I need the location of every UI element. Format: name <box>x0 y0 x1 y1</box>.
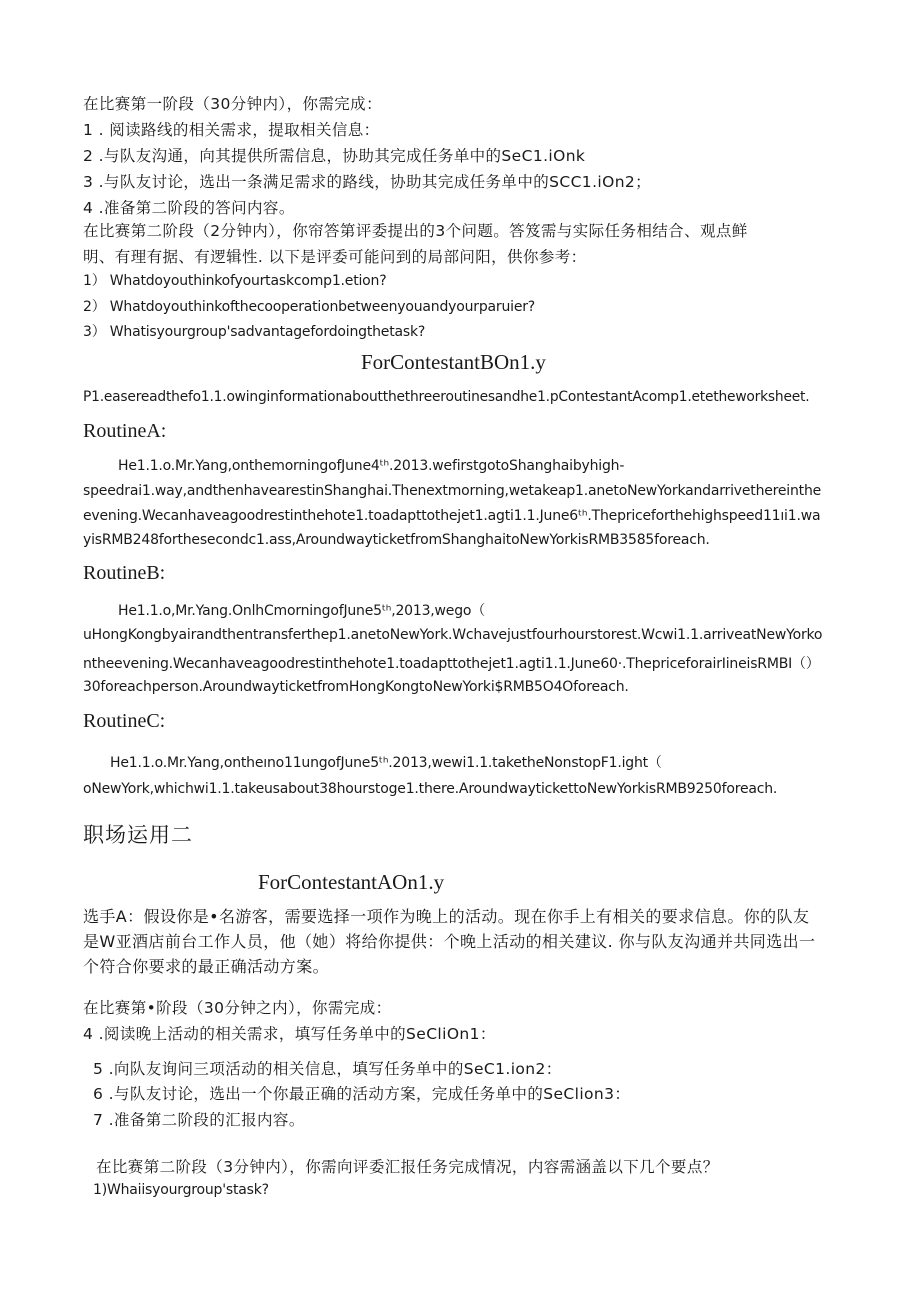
routine-a-title: RoutineA: <box>83 420 167 442</box>
routine-b-text: uHongKongbyairandthentransferthep1.anetoNewYork.Wchavejustfourhourstorest.Wcwi1.1.arriveatNewYorko <box>83 627 823 643</box>
routine-c-text: oNewYork,whichwi1.1.takeusabout38hourstoge1.there.AroundwaytickettoNewYorkisRMB9250foreach. <box>83 781 778 797</box>
task-item: 4 .阅读晚上活动的相关需求，填写任务单中的SeCliOn1： <box>83 1025 496 1043</box>
task-item: 1 . 阅读路线的相关需求，提取相关信息： <box>83 121 380 139</box>
intro-text: 选手A：假设你是•名游客，需要选择一项作为晚上的活动。现在你手上有相关的要求信息。你的队友 <box>83 907 810 926</box>
routine-b-title: RoutineB: <box>83 562 166 584</box>
task-item: 2 .与队友沟通，向其提供所需信息，协助其完成任务单中的SeC1.iOnk <box>83 147 586 165</box>
task-item: 5 .向队友询问三项活动的相关信息，填写任务单中的SeC1.ion2： <box>93 1060 562 1078</box>
routine-b-text: ntheevening.Wecanhaveagoodrestinthehote1.toadapttothejet1.agti1.1.June60·.ThepriceforairIineisRMBI（） <box>83 656 820 672</box>
question-item: 2） Whatdoyouthinkofthecooperationbetweenyouandyourparuier? <box>83 299 536 315</box>
task-item: 6 .与队友讨论，选出一个你最正确的活动方案，完成任务单中的SeClion3： <box>93 1085 631 1103</box>
intro-text: 个符合你要求的最正确活动方案。 <box>83 957 330 976</box>
routine-c-title: RoutineC: <box>83 710 166 732</box>
stage2-intro: 在比赛第二阶段（2分钟内），你帘答第评委提出的3个问题。答笈需与实际任务相结合、观点鲜 <box>83 222 748 240</box>
contestant-b-heading: ForContestantBOn1.y <box>361 350 546 374</box>
task-item: 4 .准备第二阶段的答问内容。 <box>83 199 295 217</box>
routine-c-text: He1.1.o.Mr.Yang,ontheıno11ungofJune5ᵗʰ.2013,wewi1.1.taketheNonstopF1.ight（ <box>110 755 662 771</box>
question-item: 3） Whatisyourgroup'sadvantagefordoingthetask? <box>83 324 426 340</box>
contestant-b-instruction: P1.easereadthefo1.1.owinginformationaboutthethreeroutinesandhe1.pContestantAcomp1.etetheworksheet. <box>83 389 810 405</box>
section-title: 职场运用二 <box>83 823 193 847</box>
routine-a-text: yisRMB248forthesecondc1.ass,AroundwayticketfromShanghaitoNewYorkisRMB3585foreach. <box>83 532 710 548</box>
stage1-intro: 在比赛第一阶段（30分钟内），你需完成： <box>83 95 382 113</box>
stage2-intro: 在比赛第二阶段（3分钟内），你需向评委汇报任务完成情况，内容需涵盖以下几个要点？ <box>96 1158 719 1176</box>
contestant-a-heading: ForContestantAOn1.y <box>258 870 445 894</box>
question-item: 1） Whatdoyouthinkofyourtaskcomp1.etion? <box>83 273 387 289</box>
routine-a-text: evening.Wecanhaveagoodrestinthehote1.toadapttothejet1.agti1.1.June6ᵗʰ.Thepriceforthehighspeed11ıi1.wa <box>83 508 821 524</box>
stage1-intro: 在比赛第•阶段（30分钟之内），你需完成： <box>83 999 392 1017</box>
routine-a-text: He1.1.o.Mr.Yang,onthemorningofJune4ᵗʰ.2013.wefirstgotoShanghaibyhigh- <box>118 458 625 474</box>
task-item: 3 .与队友讨论，选出一条满足需求的路线，协助其完成任务单中的SCC1.iOn2； <box>83 173 652 191</box>
routine-b-text: He1.1.o,Mr.Yang.OnlhCmorningofJune5ᵗʰ,2013,wego（ <box>118 603 486 619</box>
intro-text: 是W亚酒店前台工作人员，他（她）将给你提供：个晚上活动的相关建议. 你与队友沟通并共同选出一 <box>83 932 816 951</box>
routine-a-text: speedrai1.way,andthenhavearestinShanghai.Thenextmorning,wetakeap1.anetoNewYorkandarrivethereinthe <box>83 483 822 499</box>
point-item: 1)Whaiisyourgroup'stask? <box>93 1182 269 1198</box>
stage2-intro: 明、有理有据、有逻辑性. 以下是评委可能问到的局部问阳，供你参考： <box>83 248 587 266</box>
routine-b-text: 30foreachperson.AroundwayticketfromHongKongtoNewYorki$RMB5O4Oforeach. <box>83 679 629 695</box>
task-item: 7 .准备第二阶段的汇报内容。 <box>93 1111 305 1129</box>
